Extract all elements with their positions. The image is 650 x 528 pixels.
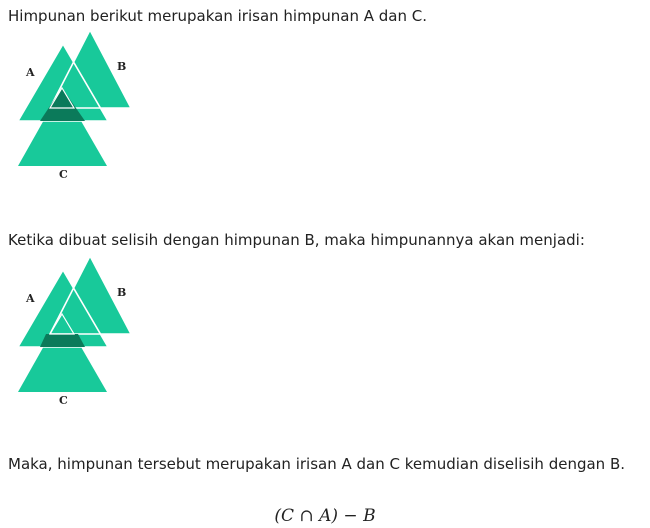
label-b: B (117, 60, 127, 73)
label-b: B (117, 286, 127, 299)
label-c: C (59, 394, 68, 407)
difference-text: Ketika dibuat selisih dengan himpunan B, maka himpunannya akan menjadi: (8, 231, 585, 249)
venn-triangles-difference (10, 250, 140, 410)
conclusion-text: Maka, himpunan tersebut merupakan irisan A dan C kemudian diselisih dengan B. (8, 455, 626, 473)
label-a: A (26, 292, 35, 305)
difference-region (40, 334, 85, 347)
intro-text: Himpunan berikut merupakan irisan himpunan A dan C. (8, 7, 427, 25)
venn-triangles-intersection (10, 24, 140, 184)
set-formula: (C ∩ A) − B (274, 506, 376, 526)
label-c: C (59, 168, 68, 181)
label-a: A (26, 66, 35, 79)
